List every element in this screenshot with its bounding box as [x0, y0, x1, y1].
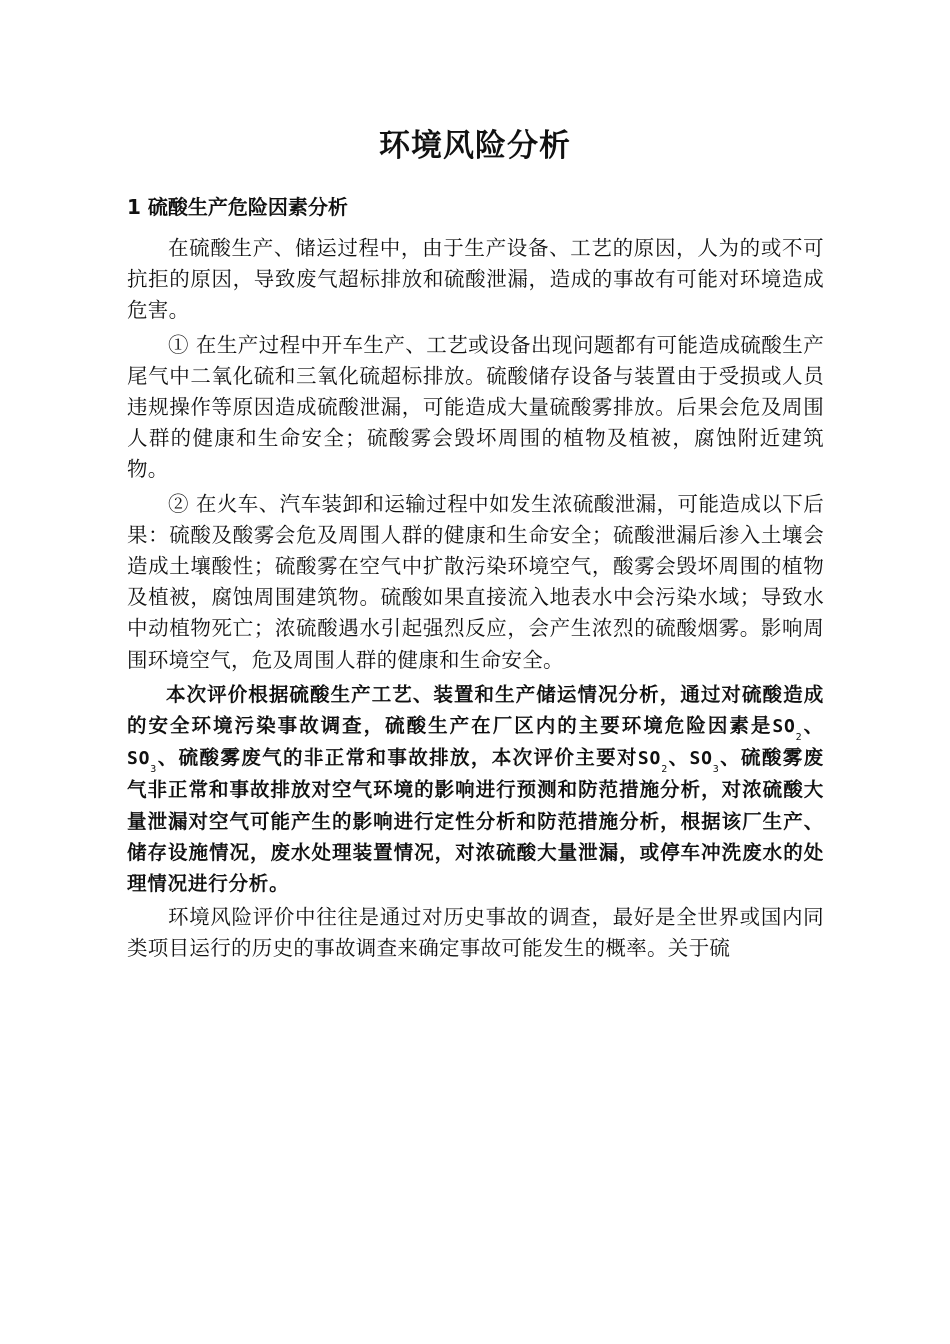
chem-formula-so2	[637, 748, 669, 776]
chem-base: SO	[637, 748, 662, 770]
chem-subscript: 2	[661, 764, 669, 776]
chem-base: SO	[127, 748, 151, 770]
evaluation-text-1: 本次评价根据硫酸生产工艺、装置和生产储运情况分析，通过对硫酸造成的安全环境污染事故调查，硫酸生产在厂区内的主要环境危险因素是	[127, 682, 824, 738]
chem-subscript: 3	[712, 764, 720, 776]
chem-base: SO	[689, 748, 713, 770]
paragraph-item-1: ① 在生产过程中开车生产、工艺或设备出现问题都有可能造成硫酸生产尾气中二氧化硫和三氧化硫超标排放。硫酸储存设备与装置由于受损或人员违规操作等原因造成硫酸泄漏，可能造成大量硫酸雾排放。后果会危及周围人群的健康和生命安全；硫酸雾会毁坏周围的植物及植被，腐蚀附近建筑物。	[127, 332, 824, 482]
separator: 、	[668, 746, 690, 770]
chem-formula-so3	[689, 748, 720, 776]
document-body	[127, 233, 824, 968]
chem-formula-so2	[772, 716, 803, 744]
paragraph-item-2: ② 在火车、汽车装卸和运输过程中如发生浓硫酸泄漏，可能造成以下后果：硫酸及酸雾会危及周围人群的健康和生命安全；硫酸泄漏后渗入土壤会造成土壤酸性；硫酸雾在空气中扩散污染环境空气，酸雾会毁坏周围的植物及植被，腐蚀周围建筑物。硫酸如果直接流入地表水中会污染水域；导致水中动植物死亡；浓硫酸遇水引起强烈反应，会产生浓烈的硫酸烟雾。影响周围环境空气，危及周围人群的健康和生命安全。	[127, 491, 824, 672]
evaluation-text-3: 、硫酸雾废气非正常和事故排放对空气环境的影响进行预测和防范措施分析，对浓硫酸大量泄漏对空气可能产生的影响进行定性分析和防范措施分析，根据该厂生产、储存设施情况，废水处理装置情况，对浓硫酸大量泄漏，或停车冲洗废水的处理情况进行分析。	[127, 746, 824, 896]
document-title: 环境风险分析	[379, 128, 571, 164]
chem-base: SO	[772, 716, 796, 738]
paragraph-evaluation	[127, 679, 824, 899]
evaluation-text-2: 、硫酸雾废气的非正常和事故排放，本次评价主要对	[157, 746, 638, 770]
chem-subscript: 2	[795, 732, 803, 744]
section-heading: 1 硫酸生产危险因素分析	[127, 195, 348, 219]
paragraph-history: 环境风险评价中往往是通过对历史事故的调查，最好是全世界或国内同类项目运行的历史的事故调查来确定事故可能发生的概率。关于硫	[127, 905, 824, 961]
chem-subscript: 3	[150, 764, 158, 776]
separator: 、	[802, 714, 824, 738]
paragraph-intro: 在硫酸生产、储运过程中，由于生产设备、工艺的原因，人为的或不可抗拒的原因，导致废气超标排放和硫酸泄漏，造成的事故有可能对环境造成危害。	[127, 236, 824, 323]
chem-formula-so3	[127, 748, 158, 776]
